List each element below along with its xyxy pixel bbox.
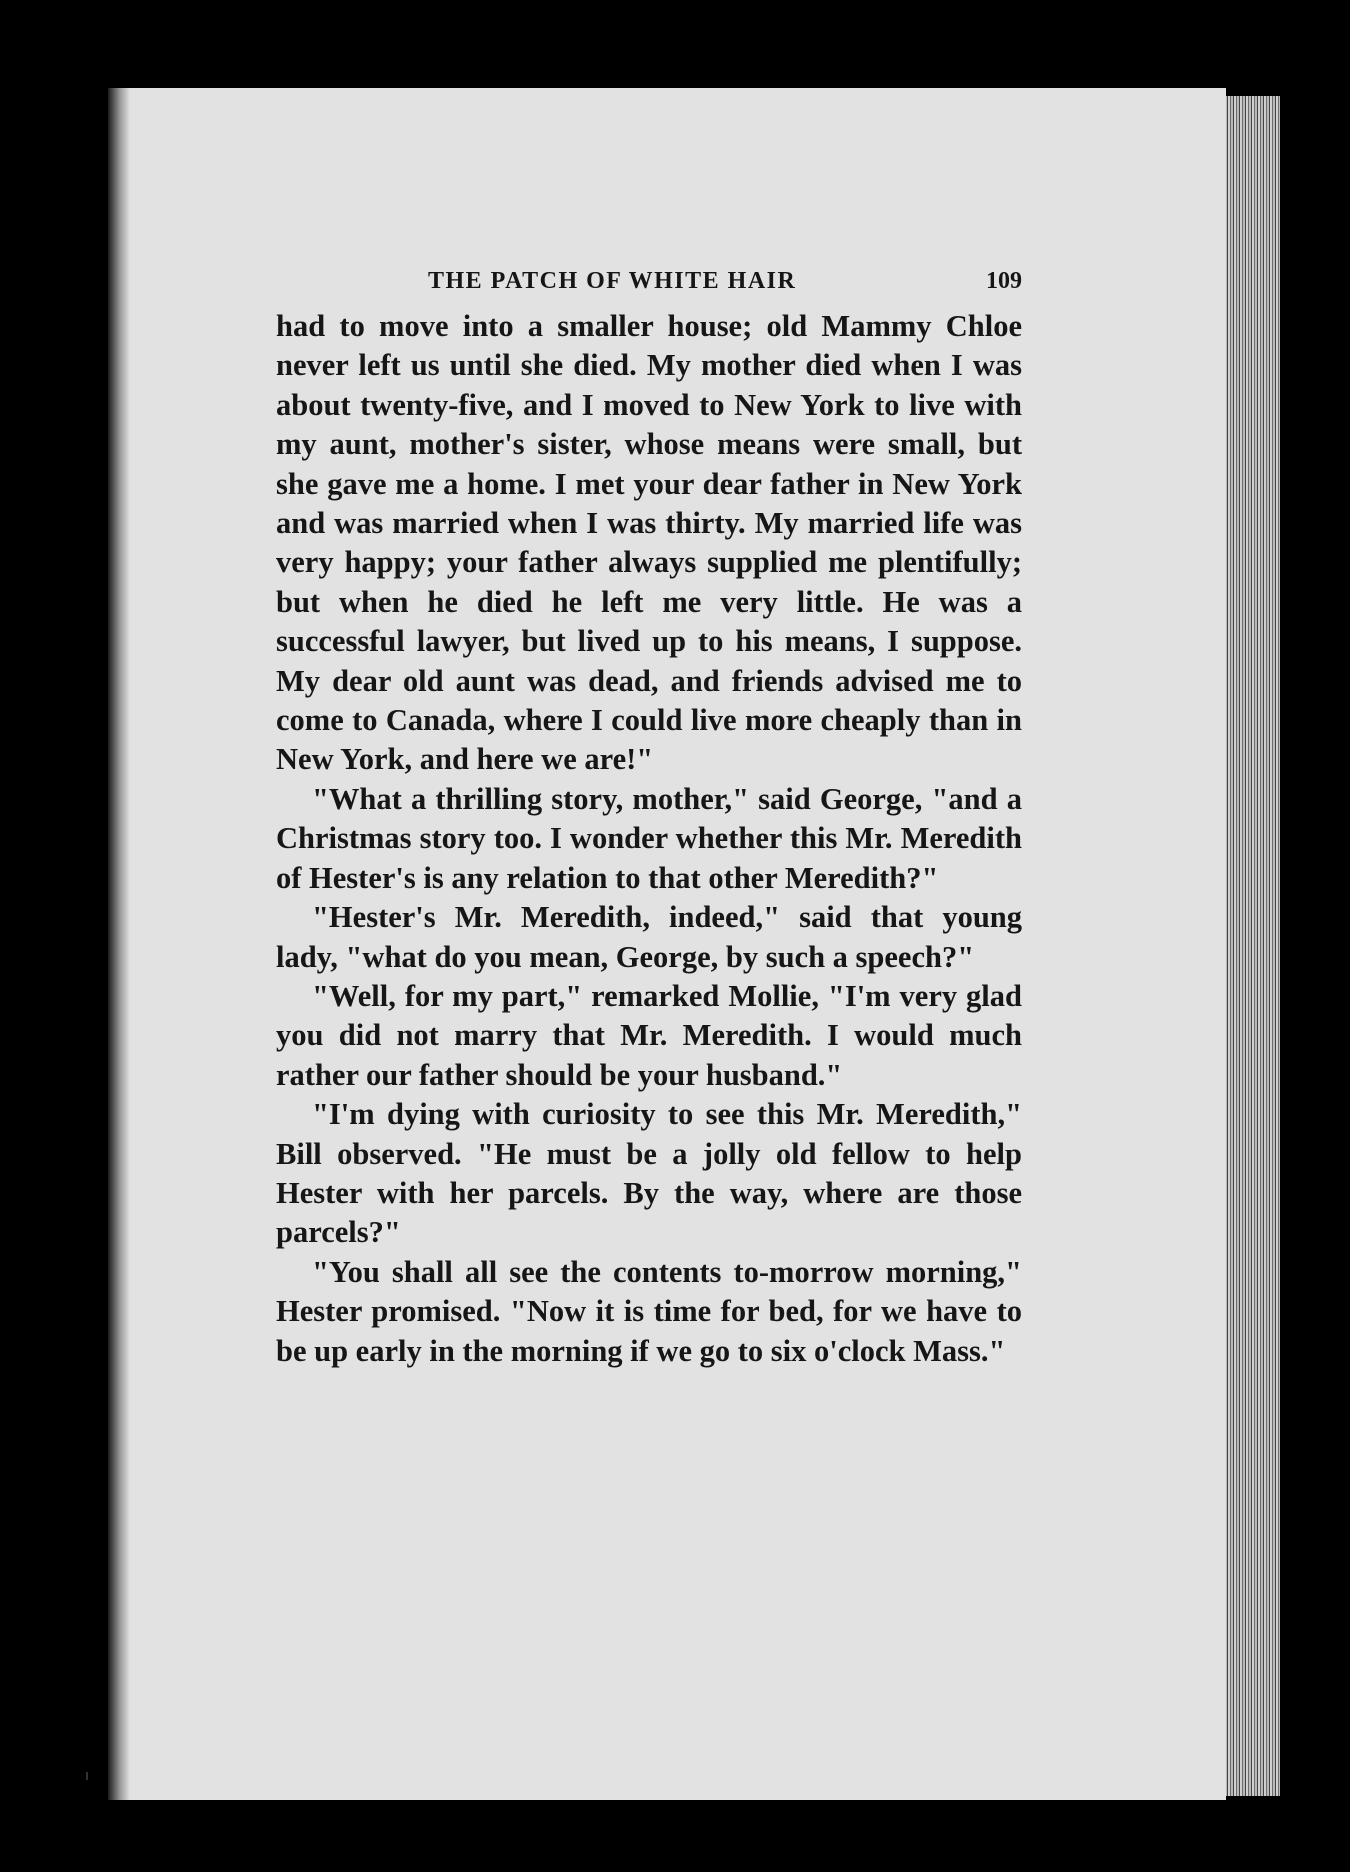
running-head-title: THE PATCH OF WHITE HAIR (428, 268, 797, 294)
gutter-shadow (108, 88, 130, 1800)
scan-speck (86, 1772, 88, 1780)
running-head (276, 268, 1022, 295)
right-scan-border (1280, 0, 1350, 1872)
paragraph: had to move into a smaller house; old Mammy Chloe never left us until she died. My mother died when I was about twenty-five, and I moved to New York to live with my aunt, mother's sister, whose means were small, but she gave me a home. I met your dear father in New York and was married when I was thirty. My married life was very happy; your father always supplied me plentifully; but when he died he left me very little. He was a successful lawyer, but lived up to his means, I suppose. My dear old aunt was dead, and friends advised me to come to Canada, where I could live more cheaply than in New York, and here we are!" (276, 309, 1022, 777)
paragraph: "Well, for my part," remarked Mollie, "I'm very glad you did not marry that Mr. Meredith. I would much rather our father should be your husband." (276, 978, 1022, 1092)
paragraph: "Hester's Mr. Meredith, indeed," said that young lady, "what do you mean, George, by such a speech?" (276, 900, 1022, 974)
paragraph: "You shall all see the contents to-morrow morning," Hester promised. "Now it is time for bed, for we have to be up early in the morning if we go to six o'clock Mass." (276, 1254, 1022, 1368)
paragraph: "What a thrilling story, mother," said George, "and a Christmas story too. I wonder whether this Mr. Meredith of Hester's is any relation to that other Meredith?" (276, 781, 1022, 895)
left-scan-border (0, 0, 108, 1872)
paragraph: "I'm dying with curiosity to see this Mr. Meredith," Bill observed. "He must be a jolly old fellow to help Hester with her parcels. By the way, where are those parcels?" (276, 1097, 1022, 1250)
page-text-block (276, 268, 1022, 1371)
page-number: 109 (986, 268, 1022, 294)
